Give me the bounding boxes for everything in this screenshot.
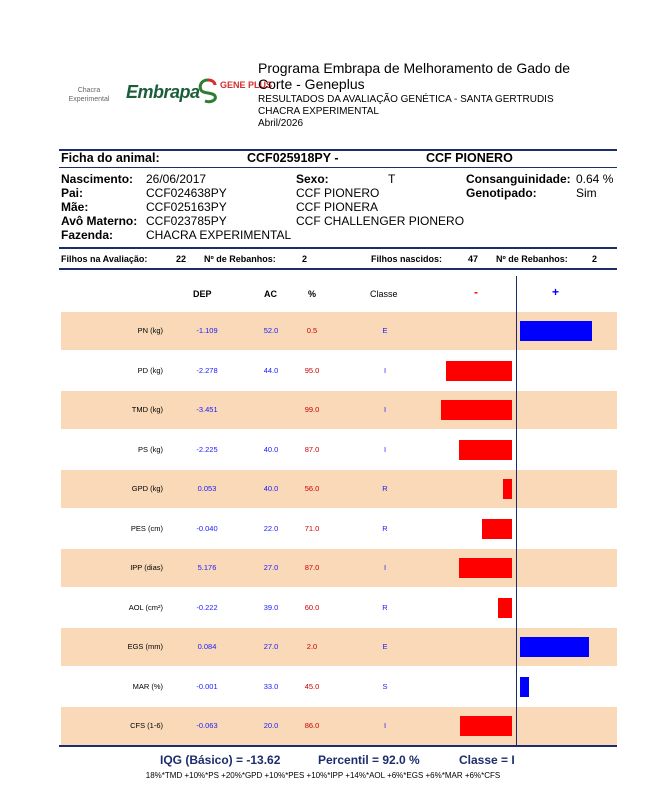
consang-label: Consanguinidade: [466,172,571,186]
negative-bar [459,440,512,460]
ac-cell: 40.0 [263,484,279,493]
table-row [61,352,617,390]
dep-cell: -3.451 [196,405,218,414]
table-row [61,707,617,745]
negative-bar [503,479,512,499]
dep-cell: -0.063 [196,721,218,730]
avo-label: Avô Materno: [61,214,138,228]
iqg-formula: 18%*TMD +10%*PS +20%*GPD +10%*PES +10%*IPP +14%*AOL +6%*EGS +6%*MAR +6%*CFS [145,771,501,780]
mae-label: Mãe: [61,200,89,214]
page-title: Programa Embrapa de Melhoramento de Gado de Corte - Geneplus [258,60,571,92]
negative-bar [482,519,512,539]
dep-cell: -0.001 [196,681,218,691]
pct-cell: 45.0 [304,681,320,691]
classe-cell: E [382,642,388,651]
dep-cell: 5.176 [197,563,217,572]
ac-cell: 39.0 [263,602,279,612]
trait-cell: PD (kg) [137,365,163,375]
info-labels [61,172,141,242]
classe-cell: R [382,602,388,612]
embrapa-logo: Embrapa [126,82,200,102]
classe-value: Classe = I [459,753,515,767]
filhos-aval-value: 22 [176,254,187,264]
classe-cell: I [383,563,387,572]
ac-cell: 44.0 [263,365,279,375]
classe-cell: I [383,444,387,454]
negative-bar [459,558,512,578]
trait-cell: AOL (cm²) [128,602,163,612]
classe-cell: E [382,326,388,335]
trait-cell: IPP (dias) [130,563,163,572]
nascimento-label: Nascimento: [61,172,134,186]
ac-cell: 33.0 [263,681,279,691]
genotipado-value: Sim [576,186,597,200]
classe-cell: S [382,681,388,691]
dep-cell: -0.040 [196,523,218,533]
negative-bar [460,716,512,736]
subtitle-line-1: RESULTADOS DA AVALIAÇÃO GENÉTICA - SANTA GERTRUDIS [258,94,554,105]
classe-cell: I [383,405,387,414]
animal-id: CCF025918PY - [247,151,339,165]
negative-bar [441,400,512,420]
header-ac: AC [264,289,277,299]
sexo-value: T [388,172,396,186]
bottom-rule [59,745,617,747]
fazenda-label: Fazenda: [61,228,114,242]
geneplus-logo-icon [197,78,219,109]
geneplus-logo-text: GENE PLUS [220,80,273,90]
header-plus: + [552,285,560,299]
percentil-value: Percentil = 92.0 % [318,753,420,767]
zero-axis [516,276,517,746]
pct-cell: 56.0 [304,484,320,493]
negative-bar [446,361,512,381]
ac-cell [256,391,286,429]
table-row [61,470,617,508]
ac-cell: 27.0 [263,563,279,572]
table-row [61,549,617,587]
page-subtitle [258,94,608,130]
trait-cell: MAR (%) [132,681,163,691]
ac-cell: 20.0 [263,721,279,730]
subtitle-line-3: Abril/2026 [258,118,304,129]
trait-cell: EGS (mm) [127,642,163,651]
genotipado-label: Genotipado: [466,186,537,200]
table-row [61,628,617,666]
pct-cell: 2.0 [306,642,318,651]
filhos-nasc-value: 47 [468,254,479,264]
table-row [61,312,617,350]
positive-bar [520,637,589,657]
header-classe: Classe [370,289,398,299]
pct-cell: 60.0 [304,602,320,612]
ficha-rule [59,167,617,168]
table-row [61,391,617,429]
negative-bar [498,598,512,618]
filhos-aval-label: Filhos na Avaliação: [61,254,148,264]
nascimento-value: 26/06/2017 [146,172,207,186]
trait-cell: PES (cm) [130,523,163,533]
trait-cell: PS (kg) [137,444,163,454]
dep-cell: 0.084 [197,642,217,651]
pct-cell: 71.0 [304,523,320,533]
fazenda-value: CHACRA EXPERIMENTAL [146,228,292,242]
header-pct: % [308,289,317,299]
ac-cell: 27.0 [263,642,279,651]
classe-cell: R [382,523,388,533]
header-dep: DEP [193,289,212,299]
trait-cell: CFS (1-6) [130,721,163,730]
info-rule [59,247,617,249]
positive-bar [520,321,592,341]
mae-id: CCF025163PY [146,200,227,214]
classe-cell: R [382,484,388,493]
chacra-logo: Chacra Experimental [68,87,110,103]
avo-id: CCF023785PY [146,214,227,228]
table-row [61,668,617,706]
info-values [146,172,296,242]
dep-cell: -1.109 [196,326,218,335]
dep-cell: -2.278 [196,365,218,375]
trait-cell: GPD (kg) [131,484,163,493]
subtitle-line-2: CHACRA EXPERIMENTAL [258,106,379,117]
pai-id: CCF024638PY [146,186,227,200]
iqg-value: IQG (Básico) = -13.62 [160,753,281,767]
pai-name: CCF PIONERO [296,186,380,200]
pct-cell: 95.0 [304,365,320,375]
trait-cell: TMD (kg) [131,405,163,414]
table-row [61,589,617,627]
pai-label: Pai: [61,186,84,200]
ficha-label: Ficha do animal: [61,151,160,165]
table-row [61,431,617,469]
pct-cell: 99.0 [304,405,320,414]
table-row [61,510,617,548]
avo-name: CCF CHALLENGER PIONERO [296,214,465,228]
classe-cell: I [383,721,387,730]
header-minus: - [474,285,478,299]
pct-cell: 87.0 [304,563,320,572]
rebanhos1-value: 2 [302,254,308,264]
sexo-label: Sexo: [296,172,329,186]
classe-cell: I [383,365,387,375]
rebanhos2-value: 2 [592,254,598,264]
positive-bar [520,677,529,697]
consang-value: 0.64 % [576,172,614,186]
animal-name: CCF PIONERO [426,151,513,165]
rebanhos2-label: Nº de Rebanhos: [496,254,568,264]
mae-name: CCF PIONERA [296,200,379,214]
dep-cell: 0.053 [197,484,217,493]
pct-cell: 86.0 [304,721,320,730]
ac-cell: 40.0 [263,444,279,454]
trait-cell: PN (kg) [137,326,163,335]
pct-cell: 87.0 [304,444,320,454]
ac-cell: 22.0 [263,523,279,533]
filhos-nasc-label: Filhos nascidos: [371,254,443,264]
rebanhos1-label: Nº de Rebanhos: [204,254,276,264]
stats-rule [59,268,617,270]
dep-cell: -0.222 [196,602,218,612]
pct-cell: 0.5 [306,326,318,335]
ac-cell: 52.0 [263,326,279,335]
dep-cell: -2.225 [196,444,218,454]
